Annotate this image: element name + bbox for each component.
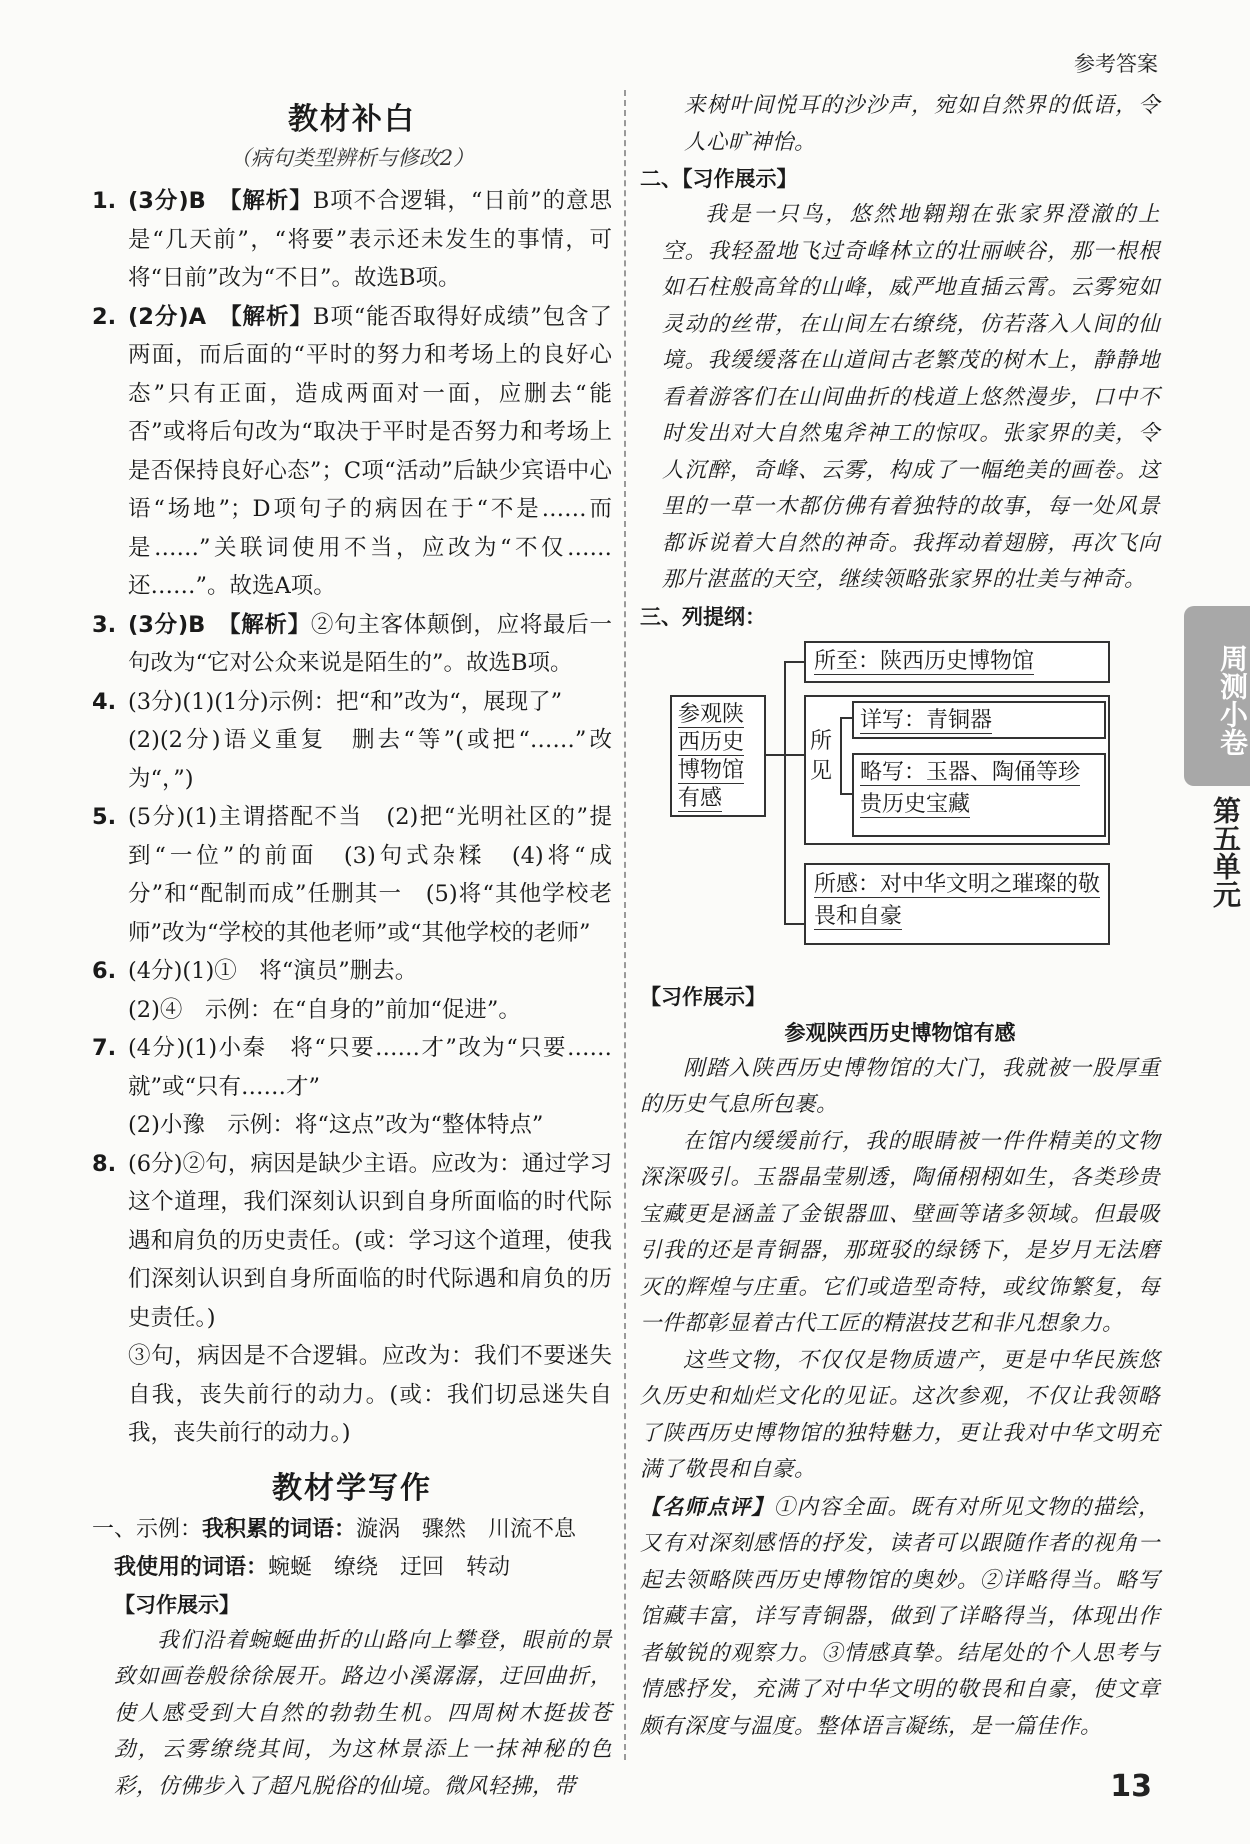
showcase-label: 【习作展示】 (114, 1592, 240, 1617)
outline-root-text: 参观陕西历史博物馆有感 (678, 701, 745, 811)
header-label: 参考答案 (1074, 52, 1158, 76)
connector (784, 661, 786, 923)
question-number: 7. (92, 1035, 117, 1061)
side-tab-unit: 第五单元 (1209, 796, 1242, 908)
essay-title: 参观陕西历史博物馆有感 (784, 1020, 1016, 1045)
left-column (92, 88, 612, 1805)
side-tab-weekly-test: 周测小卷 (1184, 606, 1250, 786)
question-number: 2. (92, 303, 117, 330)
column-divider (624, 90, 626, 1760)
section-3-label: 三、列提纲： (640, 604, 766, 629)
essay-paragraph-3: 这些文物，不仅仅是物质遗产，更是中华民族悠久历史和灿烂文化的见证。这次参观，不仅让我领略了陕西历史博物馆的独特魅力，更让我对中华文明充满了敬畏和自豪。 (640, 1347, 1160, 1482)
question-5 (92, 798, 612, 952)
question-8 (92, 1145, 612, 1338)
outline-bottom-text: 所感：对中华文明之璀璨的敬畏和自豪 (814, 871, 1101, 929)
question-number: 8. (92, 1150, 117, 1177)
comment-label: 【名师点评】 (640, 1494, 774, 1519)
section-title-supplement: 教材补白 (288, 102, 416, 137)
answer-key: (2分)A (128, 303, 206, 330)
analysis-text: B项不合逻辑，“日前”的意思是“几天前”，“将要”表示还未发生的事情，可将“日前”改为“不日”。故选B项。 (128, 188, 612, 291)
answer-text: (4分)(1)小秦 将“只要……才”改为“只要……就”或“只有……才” (128, 1035, 612, 1100)
page-number: 13 (1110, 1769, 1152, 1804)
showcase-paragraph: 我们沿着蜿蜒曲折的山路向上攀登，眼前的景致如画卷般徐徐展开。路边小溪潺潺，迂回曲折，使人感受到大自然的勃勃生机。四周树木挺拔苍劲，云雾缭绕其间，为这林景添上一抹神秘的色彩，仿佛步入了超凡脱俗的仙境。微风轻拂，带 (114, 1627, 612, 1799)
analysis-tag: 【解析】 (229, 611, 311, 638)
vocab-words-used: 蜿蜒 缭绕 迂回 转动 (268, 1554, 511, 1580)
outline-top-box (804, 641, 1110, 683)
answer-text: (5分)(1)主谓搭配不当 (2)把“光明社区的”提到“一位”的前面 (3)句式杂糅 (4)将“成分”和“配制而成”任删其一 (5)将“其他学校老师”改为“学校的其他老师”或“其他学校的老师” (128, 804, 612, 946)
question-1 (92, 182, 612, 298)
outline-mid-box (804, 695, 1110, 845)
continued-paragraph: 来树叶间悦耳的沙沙声，宛如自然界的低语，令人心旷神怡。 (684, 93, 1160, 155)
question-2 (92, 298, 612, 606)
vocab-label-accumulated: 我积累的词语： (202, 1516, 357, 1542)
outline-detail-box (852, 701, 1106, 739)
answer-text-continued: (2)(2分)语义重复 删去“等”(或把“……”改为“，”) (128, 727, 612, 792)
connector (840, 717, 842, 795)
question-7 (92, 1029, 612, 1106)
essay-paragraph-1: 刚踏入陕西历史博物馆的大门，我就被一股厚重的历史气息所包裹。 (640, 1055, 1160, 1117)
analysis-tag: 【解析】 (230, 188, 313, 214)
answer-text-continued: (2)④ 示例：在“自身的”前加“促进”。 (128, 996, 521, 1023)
connector (840, 793, 852, 795)
analysis-text: ②句主客体颠倒，应将最后一句改为“它对公众来说是陌生的”。故选B项。 (128, 611, 612, 676)
answer-text-continued: ③句，病因是不合逻辑。应改为：我们不要迷失自我，丧失前行的动力。(或：我们切忌迷失自我，丧失前行的动力。) (128, 1343, 612, 1446)
question-number: 3. (92, 611, 117, 638)
vocab-words-accumulated: 漩涡 骤然 川流不息 (356, 1516, 577, 1542)
comment-text: ①内容全面。既有对所见文物的描绘，又有对深刻感悟的抒发，读者可以跟随作者的视角一起去领略陕西历史博物馆的奥妙。②详略得当。略写馆藏丰富，详写青铜器，做到了详略得当，体现出作者敏锐的观察力。③情感真挚。结尾处的个人思考与情感抒发，充满了对中华文明的敬畏和自豪，使文章颇有深度与温度。整体语言凝练，是一篇佳作。 (640, 1494, 1160, 1739)
answer-key: (3分)B (128, 611, 206, 638)
connector (766, 754, 784, 756)
essay-showcase-label: 【习作展示】 (640, 984, 766, 1009)
vocab-prefix: 一、示例： (92, 1516, 203, 1542)
question-3 (92, 606, 612, 683)
connector (840, 717, 852, 719)
vocab-label-used: 我使用的词语： (114, 1554, 269, 1580)
bird-essay: 我是一只鸟，悠然地翱翔在张家界澄澈的上空。我轻盈地飞过奇峰林立的壮丽峡谷，那一根根如石柱般高耸的山峰，威严地直插云霄。云雾宛如灵动的丝带，在山间左右缭绕，仿若落入人间的仙境。我缓缓落在山道间古老繁茂的树木上，静静地看着游客们在山间曲折的栈道上悠然漫步，口中不时发出对大自然鬼斧神工的惊叹。张家界的美，令人沉醉，奇峰、云雾，构成了一幅绝美的画卷。这里的一草一木都仿佛有着独特的故事，每一处风景都诉说着大自然的神奇。我挥动着翅膀，再次飞向那片湛蓝的天空，继续领略张家界的壮美与神奇。 (662, 202, 1160, 592)
right-column (640, 88, 1160, 1745)
section-2-label: 二、【习作展示】 (640, 167, 798, 191)
question-6 (92, 952, 612, 991)
answer-text: (4分)(1)① 将“演员”删去。 (128, 958, 418, 984)
question-number: 6. (92, 958, 117, 984)
question-number: 4. (92, 688, 117, 715)
teacher-comment (640, 1489, 1160, 1746)
answer-text: (3分)(1)(1分)示例：把“和”改为“，展现了” (128, 688, 563, 715)
section-title-writing: 教材学写作 (272, 1470, 432, 1506)
outline-brief-text: 略写：玉器、陶俑等珍贵历史宝藏 (860, 759, 1081, 817)
connector (784, 661, 804, 663)
outline-root-box (670, 695, 766, 817)
connector (784, 923, 804, 925)
essay-paragraph-2: 在馆内缓缓前行，我的眼睛被一件件精美的文物深深吸引。玉器晶莹剔透，陶俑栩栩如生，各类珍贵宝藏更是涵盖了金银器皿、壁画等诸多领域。但最吸引我的还是青铜器，那斑驳的绿锈下，是岁月无法磨灭的辉煌与庄重。它们或造型奇特，或纹饰繁复，每一件都彰显着古代工匠的精湛技艺和非凡想象力。 (640, 1128, 1160, 1336)
outline-detail-text: 详写：青铜器 (860, 707, 993, 733)
answer-text: (6分)②句，病因是缺少主语。应改为：通过学习这个道理，我们深刻认识到自身所面临的时代际遇和肩负的历史责任。(或：学习这个道理，使我们深刻认识到自身所面临的时代际遇和肩负的历史责任。) (128, 1150, 612, 1331)
vocab-block (92, 1511, 612, 1587)
outline-mid-label: 所见 (810, 728, 833, 784)
outline-bottom-box (804, 863, 1110, 945)
connector (784, 754, 804, 756)
section-subtitle: （病句类型辨析与修改2） (229, 146, 475, 170)
question-number: 1. (92, 188, 117, 214)
answer-text-continued: (2)小豫 示例：将“这点”改为“整体特点” (128, 1112, 544, 1138)
answer-key: (3分)B (128, 188, 206, 214)
question-number: 5. (92, 804, 117, 830)
analysis-tag: 【解析】 (230, 303, 313, 330)
outline-top-text: 所至：陕西历史博物馆 (814, 648, 1035, 674)
question-4 (92, 683, 612, 722)
outline-diagram (670, 641, 1160, 971)
analysis-text: B项“能否取得好成绩”包含了两面，而后面的“平时的努力和考场上的良好心态”只有正面，造成两面对一面，应删去“能否”或将后句改为“取决于平时是否努力和考场上是否保持良好心态”；C项“活动”后缺少宾语中心语“场地”；D项句子的病因在于“不是……而是……”关联词使用不当，应改为“不仅……还……”。故选A项。 (128, 303, 612, 599)
outline-brief-box (852, 753, 1106, 837)
